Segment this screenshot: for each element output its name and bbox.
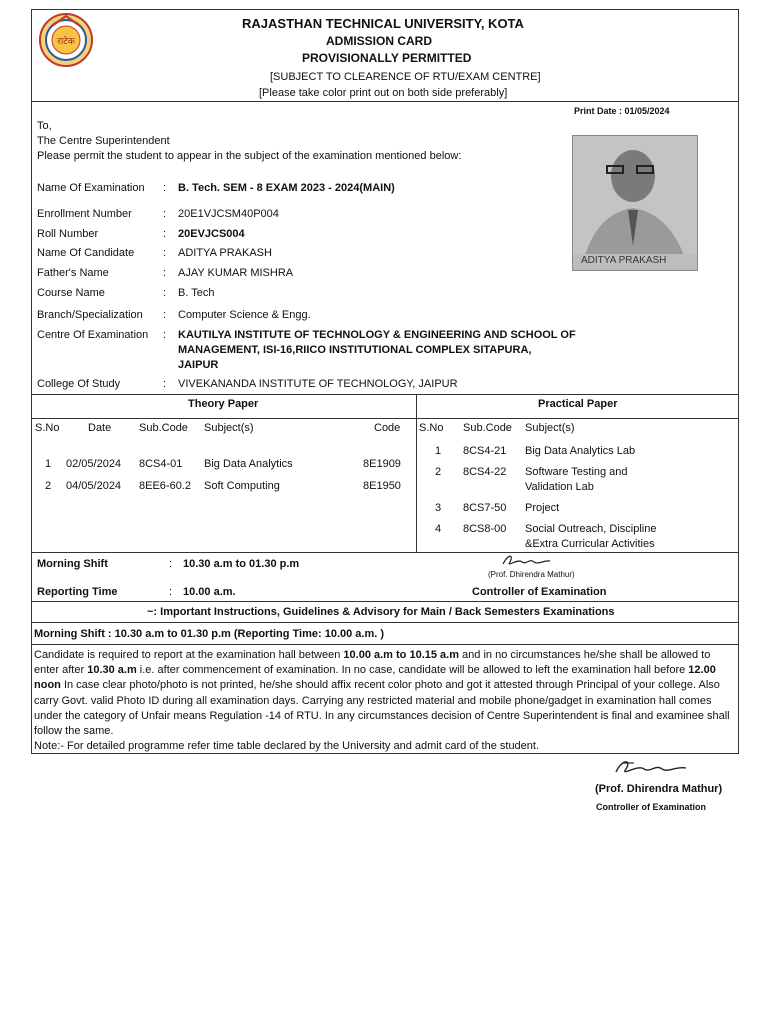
value-candidate: ADITYA PRAKASH <box>178 247 272 259</box>
theory-head-sno: S.No <box>35 422 60 434</box>
colon-college: : <box>163 378 167 390</box>
theory-head-subcode: Sub.Code <box>139 422 188 434</box>
morning-shift-value: 10.30 a.m to 01.30 p.m <box>183 558 300 570</box>
practical-row-subject: Big Data Analytics Lab <box>525 445 636 457</box>
colon-father: : <box>163 267 167 279</box>
practical-row-subcode: 8CS7-50 <box>463 502 507 514</box>
instruction-text: In case clear photo/photo is not printed, he/she should affix recent color photo and got it attested through Principal of your college. Also carry Govt. valid Photo ID during all examination days. Carrying any restricted material and mobile phone/gadget in examination hall comes under the category of Unfair means Regulation -14 of RTU. In any circumstances decision of Centre Superintendent is final and examinee shall follow the same. <box>34 679 730 738</box>
practical-title: Practical Paper <box>538 398 618 410</box>
morning-shift-label: Morning Shift <box>37 558 108 570</box>
label-college: College Of Study <box>37 378 121 390</box>
theory-row-date: 04/05/2024 <box>66 480 122 492</box>
instructions-heading-line <box>32 622 738 623</box>
recipient: The Centre Superintendent <box>37 135 170 147</box>
table-row: 2 <box>45 480 52 492</box>
value-father: AJAY KUMAR MISHRA <box>178 267 294 279</box>
footer-controller-title: Controller of Examination <box>596 802 707 812</box>
controller-name: (Prof. Dhirendra Mathur) <box>488 570 575 579</box>
instructions-top-line <box>32 601 738 602</box>
colon-candidate: : <box>163 247 167 259</box>
practical-row-subcode: 8CS4-22 <box>463 466 507 478</box>
print-date: Print Date : 01/05/2024 <box>574 106 670 116</box>
admit-card <box>31 9 739 754</box>
instruction-text: Candidate is required to report at the examination hall between <box>34 649 344 661</box>
instructions-body-line <box>32 644 738 645</box>
card-title: ADMISSION CARD <box>326 34 433 48</box>
morning-shift-colon: : <box>169 558 173 570</box>
colon-enrollment: : <box>163 208 167 220</box>
value-exam: B. Tech. SEM - 8 EXAM 2023 - 2024(MAIN) <box>178 182 395 194</box>
logo-text: राटेक <box>57 37 75 47</box>
instructions-heading: ~: Important Instructions, Guidelines & Advisory for Main / Back Semesters Examinations <box>147 606 615 618</box>
reporting-time-colon: : <box>169 586 173 598</box>
theory-head-date: Date <box>88 422 112 434</box>
practical-row-subject-cont: Validation Lab <box>525 481 594 493</box>
list-item: 4 <box>435 523 442 535</box>
practical-row-subject-cont: &Extra Curricular Activities <box>525 538 655 550</box>
theory-row-subject: Soft Computing <box>204 480 280 492</box>
university-name: RAJASTHAN TECHNICAL UNIVERSITY, KOTA <box>242 16 524 31</box>
practical-row-subject: Project <box>525 502 560 514</box>
colon-centre: : <box>163 329 167 341</box>
instruction-leave-time: 12.00 noon <box>34 664 716 692</box>
instruction-entry-time: 10.30 a.m <box>87 664 137 677</box>
value-college: VIVEKANANDA INSTITUTE OF TECHNOLOGY, JAIPUR <box>178 378 458 390</box>
instructions-shift-line: Morning Shift : 10.30 a.m to 01.30 p.m (Reporting Time: 10.00 a.m. ) <box>34 628 385 640</box>
value-centre-line3: JAIPUR <box>178 359 219 371</box>
practical-head-subject: Subject(s) <box>525 422 575 434</box>
instruction-report-window: 10.00 a.m to 10.15 a.m <box>343 649 459 661</box>
paper-bottom-line <box>32 552 738 553</box>
theory-row-subcode: 8EE6-60.2 <box>139 480 191 492</box>
label-father: Father's Name <box>37 267 109 279</box>
header-divider <box>32 101 738 102</box>
reporting-time-value: 10.00 a.m. <box>183 586 236 598</box>
colon-roll: : <box>163 228 167 240</box>
theory-row-subcode: 8CS4-01 <box>139 458 183 470</box>
value-course: B. Tech <box>178 287 215 299</box>
value-roll: 20EVJCS004 <box>178 228 245 240</box>
controller-signature-icon <box>500 552 552 570</box>
salutation: To, <box>37 120 52 132</box>
list-item: 3 <box>435 502 442 514</box>
instruction-text: and in no circumstances he/she shall be allowed to enter after <box>34 649 711 677</box>
list-item: 2 <box>435 466 442 478</box>
value-enrollment: 20E1VJCSM40P004 <box>178 208 279 220</box>
value-centre-line1: KAUTILYA INSTITUTE OF TECHNOLOGY & ENGINEERING AND SCHOOL OF <box>178 329 576 341</box>
clearance-note: [SUBJECT TO CLEARENCE OF RTU/EXAM CENTRE] <box>270 71 541 83</box>
footer-controller-name: (Prof. Dhirendra Mathur) <box>595 783 723 795</box>
theory-row-date: 02/05/2024 <box>66 458 122 470</box>
practical-head-sno: S.No <box>419 422 444 434</box>
practical-row-subject: Software Testing and <box>525 466 628 478</box>
label-centre: Centre Of Examination <box>37 329 149 341</box>
candidate-photo <box>572 135 698 271</box>
colon-branch: : <box>163 309 167 321</box>
reporting-time-label: Reporting Time <box>37 586 118 598</box>
label-exam: Name Of Examination <box>37 182 145 194</box>
theory-row-code: 8E1950 <box>363 480 401 492</box>
colon-course: : <box>163 287 167 299</box>
practical-head-subcode: Sub.Code <box>463 422 512 434</box>
practical-row-subject: Social Outreach, Discipline <box>525 523 657 535</box>
list-item: 1 <box>435 445 442 457</box>
paper-top-line <box>32 394 738 395</box>
practical-row-subcode: 8CS4-21 <box>463 445 507 457</box>
controller-title: Controller of Examination <box>472 586 607 598</box>
value-branch: Computer Science & Engg. <box>178 309 311 321</box>
theory-head-code: Code <box>374 422 401 434</box>
label-branch: Branch/Specialization <box>37 309 143 321</box>
table-row: 1 <box>45 458 52 470</box>
label-candidate: Name Of Candidate <box>37 247 135 259</box>
value-centre-line2: MANAGEMENT, ISI-16,RIICO INSTITUTIONAL COMPLEX SITAPURA, <box>178 344 532 356</box>
theory-row-code: 8E1909 <box>363 458 401 470</box>
label-roll: Roll Number <box>37 228 99 240</box>
request-text: Please permit the student to appear in the subject of the examination mentioned below: <box>37 150 462 162</box>
university-logo-icon <box>38 12 94 68</box>
theory-title: Theory Paper <box>188 398 259 410</box>
label-course: Course Name <box>37 287 105 299</box>
theory-row-subject: Big Data Analytics <box>204 458 293 470</box>
label-enrollment: Enrollment Number <box>37 208 132 220</box>
candidate-portrait-icon <box>573 136 697 270</box>
instruction-note: Note:- For detailed programme refer time table declared by the University and admit card of the student. <box>34 740 540 753</box>
colon-exam: : <box>163 182 167 194</box>
print-instruction: [Please take color print out on both side preferably] <box>259 87 508 99</box>
instruction-text: i.e. after commencement of examination. In no case, candidate will be allowed to left the examination hall before <box>136 664 689 677</box>
footer-signature-icon <box>612 756 688 780</box>
permission-status: PROVISIONALLY PERMITTED <box>302 51 472 65</box>
instructions-paragraph <box>34 648 736 754</box>
paper-header-line <box>32 418 738 419</box>
practical-row-subcode: 8CS8-00 <box>463 523 507 535</box>
photo-caption: ADITYA PRAKASH <box>581 255 667 266</box>
theory-head-subject: Subject(s) <box>204 422 254 434</box>
